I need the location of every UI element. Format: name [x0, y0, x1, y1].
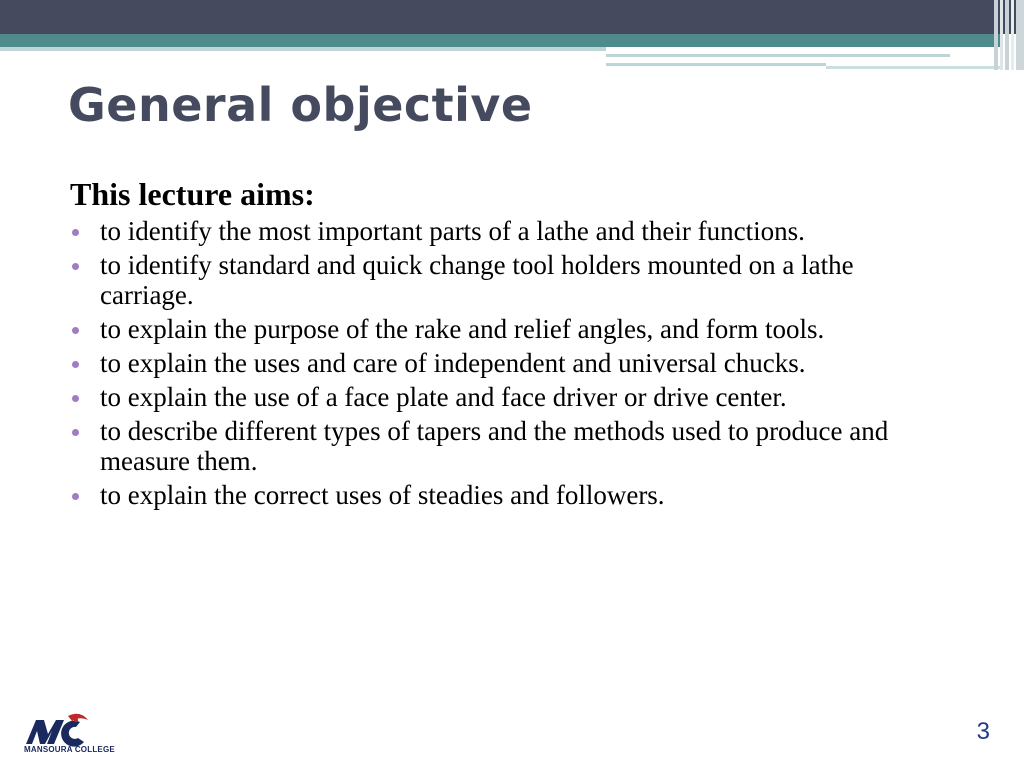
list-item [70, 416, 950, 476]
objective-text: to explain the correct uses of steadies and followers. [100, 480, 665, 510]
header-accent-line [826, 66, 1000, 69]
bullet-icon [72, 361, 79, 368]
objective-text: to explain the use of a face plate and face driver or drive center. [100, 382, 787, 412]
list-item [70, 480, 950, 510]
bullet-icon [72, 263, 79, 270]
lead-text: This lecture aims: [70, 176, 315, 212]
objective-text: to identify the most important parts of a lathe and their functions. [100, 216, 805, 246]
list-item [70, 314, 950, 344]
list-item [70, 216, 950, 246]
header-dark-bar [0, 0, 1024, 34]
logo-caption: MANSOURA COLLEGE [24, 745, 115, 754]
list-item [70, 382, 950, 412]
bullet-icon [72, 229, 79, 236]
header-teal-band [0, 34, 1000, 47]
objective-text: to explain the purpose of the rake and relief angles, and form tools. [100, 314, 825, 344]
page-number: 3 [976, 718, 990, 745]
bullet-icon [72, 327, 79, 334]
header-light-band [0, 47, 606, 51]
objective-text: to identify standard and quick change tool holders mounted on a lathe carriage. [100, 250, 854, 310]
header-accent-line [606, 63, 826, 66]
slide-title: General objective [68, 78, 533, 132]
list-item [70, 250, 950, 310]
header-accent-line [606, 54, 950, 57]
bullet-icon [72, 395, 79, 402]
objective-text: to describe different types of tapers and the methods used to produce and measure them. [100, 416, 889, 476]
bullet-icon [72, 493, 79, 500]
objectives-list [70, 216, 950, 514]
header-stripes [994, 0, 1024, 70]
objective-text: to explain the uses and care of independent and universal chucks. [100, 348, 806, 378]
list-item [70, 348, 950, 378]
bullet-icon [72, 429, 79, 436]
